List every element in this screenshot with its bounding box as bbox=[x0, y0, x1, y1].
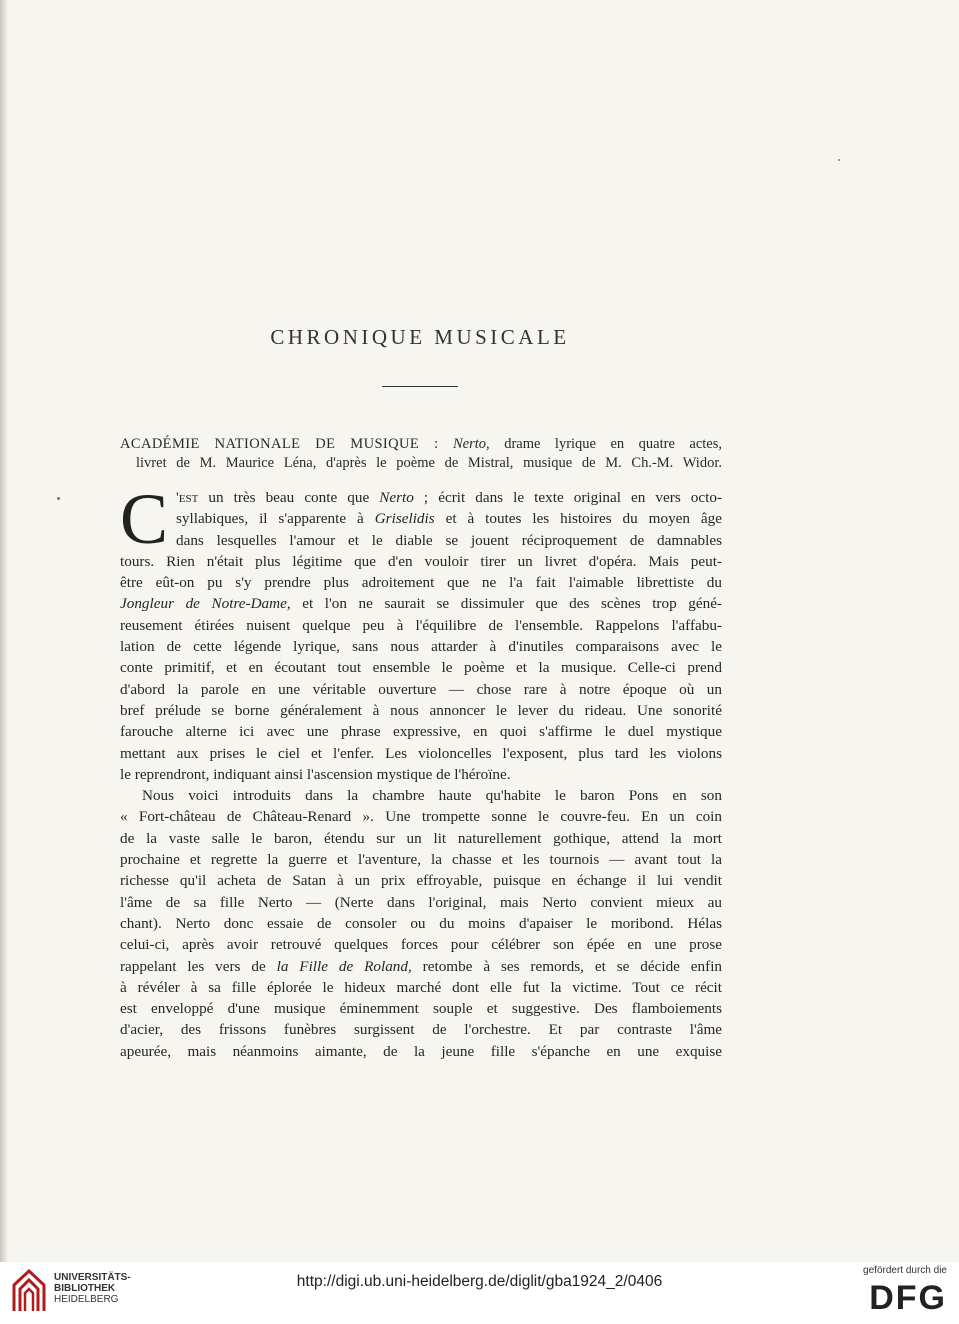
dfg-logo: DFG bbox=[869, 1279, 947, 1317]
text-line: lation de cette légende lyrique, sans nous attarder à d'inutiles comparaisons avec le bbox=[120, 638, 722, 656]
text-line: être eût-on pu s'y prendre plus adroitement que ne l'a fait l'aimable librettiste du bbox=[120, 574, 722, 592]
article-heading bbox=[120, 435, 722, 473]
page-binding-edge bbox=[0, 0, 8, 1262]
page-title: CHRONIQUE MUSICALE bbox=[270, 325, 570, 349]
text-line: tours. Rien n'était plus légitime que d'en vouloir tirer un livret d'opéra. Mais peut- bbox=[120, 552, 722, 570]
text-line bbox=[176, 530, 722, 551]
library-name-line3: HEIDELBERG bbox=[54, 1294, 119, 1305]
text-line: reusement étirées nuisent quelque peu à l'équilibre de l'ensemble. Rappelons l'affabu- bbox=[120, 616, 722, 634]
italic-title: la Fille de Roland, bbox=[276, 957, 412, 975]
text-segment: syllabiques, il s'apparente à bbox=[176, 510, 375, 528]
article-body bbox=[120, 479, 723, 1062]
italic-title: Nerto bbox=[379, 489, 414, 506]
text-segment: rappelant les vers de bbox=[120, 957, 277, 975]
paragraph-1 bbox=[120, 479, 723, 785]
italic-title: Griselidis bbox=[374, 510, 435, 528]
funding-label: gefördert durch die bbox=[863, 1265, 947, 1276]
text-segment: un très beau conte que bbox=[198, 489, 380, 506]
permalink-url[interactable]: http://digi.ub.uni-heidelberg.de/diglit/gba1924_2/0406 bbox=[296, 1273, 663, 1290]
text-segment: dans lesquelles l'amour et le diable se jouent réciproquement de damnables bbox=[176, 531, 722, 549]
text-line: celui-ci, après avoir retrouvé quelques forces pour célébrer son épée en une prose bbox=[120, 936, 722, 954]
library-name-line2: BIBLIOTHEK bbox=[54, 1283, 116, 1294]
text-line: bref prélude se borne généralement à nous annoncer le lever du rideau. Une sonorité bbox=[120, 701, 722, 719]
heading-institution: ACADÉMIE NATIONALE DE MUSIQUE : bbox=[120, 436, 439, 452]
text-line: à révéler à sa fille éplorée le hideux marché dont elle fut la victime. Tout ce récit bbox=[120, 978, 722, 996]
text-line: mettant aux prises le ciel et l'enfer. Les violoncelles l'exposent, plus tard les violons bbox=[120, 744, 722, 762]
library-name-line1: UNIVERSITÄTS- bbox=[54, 1272, 131, 1283]
text-line: conte primitif, et en écoutant tout ensemble le poème et la musique. Celle-ci prend bbox=[120, 659, 722, 677]
scan-speck bbox=[57, 497, 60, 500]
text-line: prochaine et regrette la guerre et l'aventure, la chasse et les tournois — avant tout la bbox=[120, 851, 722, 869]
paragraph-2 bbox=[120, 785, 722, 1062]
text-line: « Fort-château de Château-Renard ». Une trompette sonne le couvre-feu. En un coin bbox=[120, 808, 722, 826]
text-segment: et l'on ne saurait se dissimuler que des scènes trop géné- bbox=[290, 595, 722, 613]
italic-title: Jongleur de Notre-Dame, bbox=[120, 595, 291, 613]
text-segment: retombe à ses remords, et se décide enfin bbox=[411, 957, 723, 975]
text-line bbox=[176, 487, 722, 508]
text-line: richesse qu'il acheta de Satan à un prix effroyable, puisque en échange il lui vendit bbox=[120, 872, 722, 890]
title-divider bbox=[382, 386, 458, 387]
text-line: l'âme de sa fille Nerto — (Nerte dans l'original, mais Nerto convient mieux au bbox=[120, 893, 722, 911]
heading-work-title: Nerto, bbox=[453, 436, 490, 452]
text-line bbox=[120, 956, 722, 977]
text-line bbox=[176, 508, 722, 529]
text-line: farouche alterne ici avec une phrase expressive, en quoi s'affirme le duel mystique bbox=[120, 723, 722, 741]
text-line: le reprendront, indiquant ainsi l'ascension mystique de l'héroïne. bbox=[120, 765, 511, 783]
text-line: d'abord la parole en une véritable ouverture — chose rare à notre époque où un bbox=[120, 680, 722, 698]
heading-credits: livret de M. Maurice Léna, d'après le poème de Mistral, musique de M. Ch.-M. Widor. bbox=[136, 455, 722, 471]
text-line: Nous voici introduits dans la chambre haute qu'habite le baron Pons en son bbox=[142, 787, 722, 805]
heading-description: drame lyrique en quatre actes, bbox=[504, 436, 723, 452]
text-line: de la vaste salle le baron, étendu sur un lit naturellement gothique, attend la mort bbox=[120, 829, 722, 847]
drop-cap: C bbox=[120, 479, 169, 559]
text-line bbox=[120, 593, 722, 614]
scan-speck bbox=[838, 159, 840, 161]
text-segment: ; écrit dans le texte original en vers octo- bbox=[413, 489, 723, 506]
text-line: est enveloppé d'une musique éminemment souple et suggestive. Des flamboiements bbox=[120, 1000, 722, 1018]
text-line: chant). Nerto donc essaie de consoler ou du moins d'apaiser le moribond. Hélas bbox=[120, 914, 722, 932]
footer-bar bbox=[0, 1262, 959, 1324]
text-segment: et à toutes les histoires du moyen âge bbox=[434, 510, 723, 528]
text-line: apeurée, mais néanmoins aimante, de la jeune fille s'épanche en une exquise bbox=[120, 1042, 722, 1060]
text-segment: 'est bbox=[176, 489, 199, 506]
text-line: d'acier, des frissons funèbres surgissent de l'orchestre. Et par contraste l'âme bbox=[120, 1021, 722, 1039]
